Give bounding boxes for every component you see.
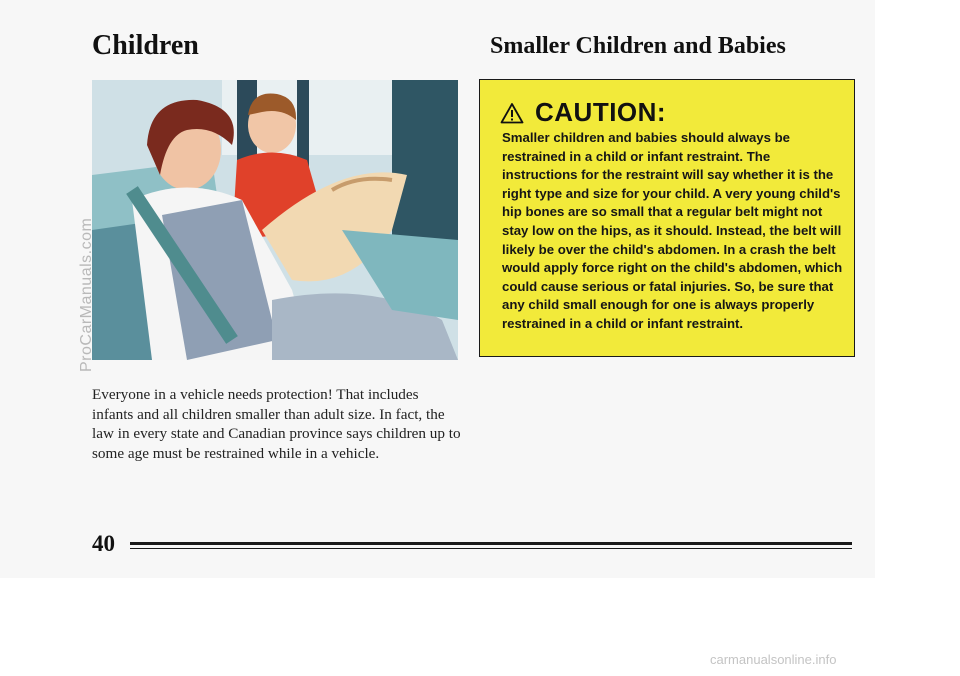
caution-box — [479, 79, 855, 357]
intro-paragraph: Everyone in a vehicle needs protection! That includes infants and all children smaller than adult size. In fact, the law in every state and Canadian province says children up to some age must be restrained while in a vehicle. — [92, 386, 461, 462]
side-watermark: ProCarManuals.com — [78, 217, 95, 372]
illustration-drawing — [92, 80, 458, 360]
child-seat-illustration — [92, 80, 458, 360]
footer-watermark: carmanualsonline.info — [710, 652, 837, 667]
caution-title: CAUTION: — [535, 97, 667, 127]
warning-triangle-icon — [500, 102, 524, 124]
section-heading-smaller-children: Smaller Children and Babies — [490, 33, 786, 59]
section-heading-children: Children — [92, 30, 199, 61]
caution-header — [500, 97, 666, 128]
caution-text: Smaller children and babies should always be restrained in a child or infant restraint. The instructions for the restraint will say whether it is the right type and size for your child. A very young child's hip bones are so small that a regular belt might not stay low on the hips, as it should. Instead, the belt will likely be over the child's abdomen. In a crash the belt would apply force right on the child's abdomen, which could cause serious or fatal injuries. So, be sure that any child small enough for one is always properly restrained in a child or infant restraint. — [502, 130, 843, 331]
footer-rule-thick — [130, 542, 852, 545]
page-number: 40 — [92, 531, 115, 556]
footer-rule-thin — [130, 548, 852, 549]
